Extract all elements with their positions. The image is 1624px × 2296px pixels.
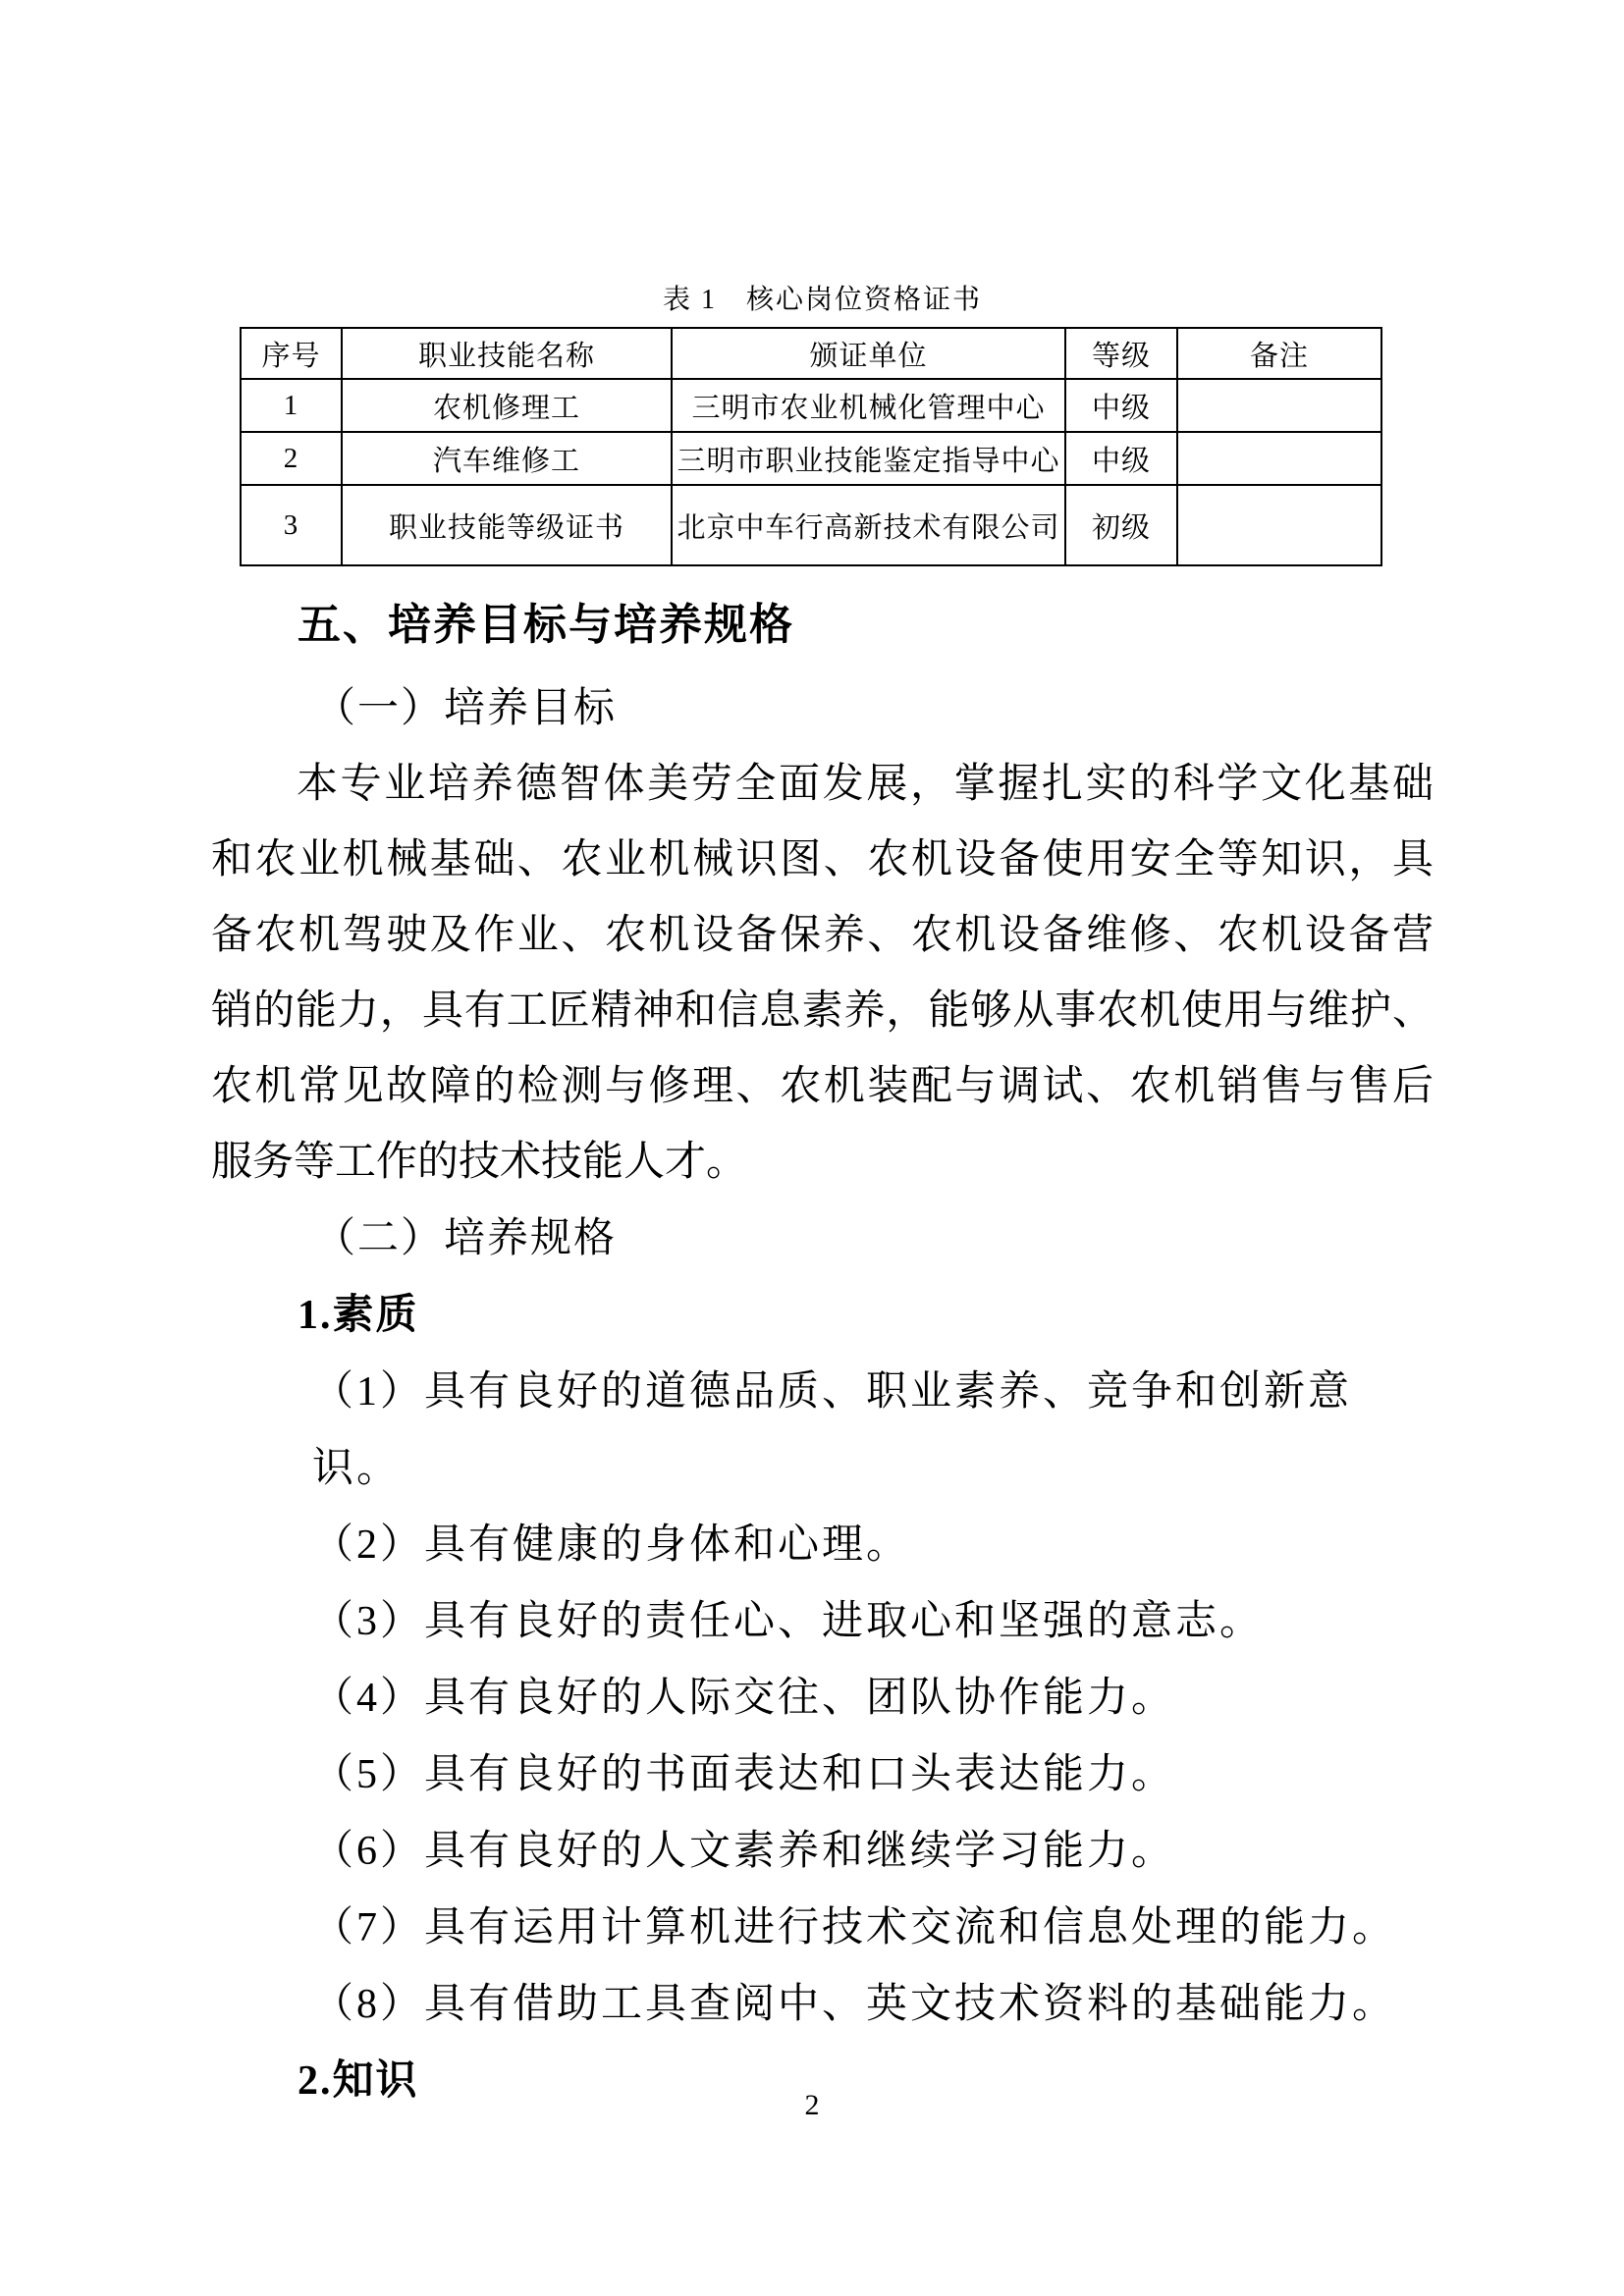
table-caption: 表 1 核心岗位资格证书 [662,285,982,315]
quality-item-list [211,1354,1434,2043]
quality-item: （6）具有良好的人文素养和继续学习能力。 [312,1829,1176,1874]
table-cell: 3 [241,485,342,565]
knowledge-heading: 2.知识 [298,2058,419,2104]
paragraph-line: 备农机驾驶及作业、农机设备保养、农机设备维修、农机设备营 [211,913,1434,958]
paragraph-line: 销的能力，具有工匠精神和信息素养，能够从事农机使用与维护、 [211,988,1434,1034]
quality-item: （5）具有良好的书面表达和口头表达能力。 [312,1752,1176,1797]
table-cell [1177,432,1381,485]
table-cell: 农机修理工 [342,379,672,432]
table-row [241,432,1381,485]
table-header-row [241,328,1381,379]
table-cell: 三明市农业机械化管理中心 [672,379,1065,432]
quality-heading: 1.素质 [298,1293,419,1338]
table-cell [1177,379,1381,432]
table-row [241,379,1381,432]
quality-item: （7）具有运用计算机进行技术交流和信息处理的能力。 [312,1905,1397,1950]
paragraph-line: 农机常见故障的检测与修理、农机装配与调试、农机销售与售后 [211,1064,1434,1109]
subsection-heading-2: （二）培养规格 [314,1216,618,1261]
paragraph-line: 和农业机械基础、农业机械识图、农机设备使用安全等知识，具 [211,837,1434,882]
subsection-heading-1: （一）培养目标 [314,686,618,731]
paragraph-line: 服务等工作的技术技能人才。 [211,1140,748,1185]
table-cell: 三明市职业技能鉴定指导中心 [672,432,1065,485]
table-cell: 1 [241,379,342,432]
section-heading: 五、培养目标与培养规格 [298,601,794,649]
table-cell: 中级 [1065,432,1177,485]
certificate-table [240,327,1382,566]
quality-item: （3）具有良好的责任心、进取心和坚强的意志。 [312,1599,1265,1644]
training-objective-paragraph [211,747,1434,1201]
paragraph-line: 本专业培养德智体美劳全面发展，掌握扎实的科学文化基础 [297,762,1434,807]
table-header-cell: 等级 [1065,328,1177,379]
table-cell: 中级 [1065,379,1177,432]
table-cell: 汽车维修工 [342,432,672,485]
table-cell: 北京中车行高新技术有限公司 [672,485,1065,565]
table-header-cell: 职业技能名称 [342,328,672,379]
table-header-cell: 备注 [1177,328,1381,379]
table-cell: 初级 [1065,485,1177,565]
quality-item: （2）具有健康的身体和心理。 [312,1522,911,1568]
table-header-cell: 颁证单位 [672,328,1065,379]
page-number: 2 [804,2089,820,2121]
table-cell: 职业技能等级证书 [342,485,672,565]
table-row [241,485,1381,565]
table-header-cell: 序号 [241,328,342,379]
table-cell [1177,485,1381,565]
quality-item: （4）具有良好的人际交往、团队协作能力。 [312,1676,1176,1721]
quality-item: （1）具有良好的道德品质、职业素养、竞争和创新意识。 [312,1369,1353,1491]
document-content [211,280,1434,2119]
table-cell: 2 [241,432,342,485]
quality-item: （8）具有借助工具查阅中、英文技术资料的基础能力。 [312,1982,1397,2027]
